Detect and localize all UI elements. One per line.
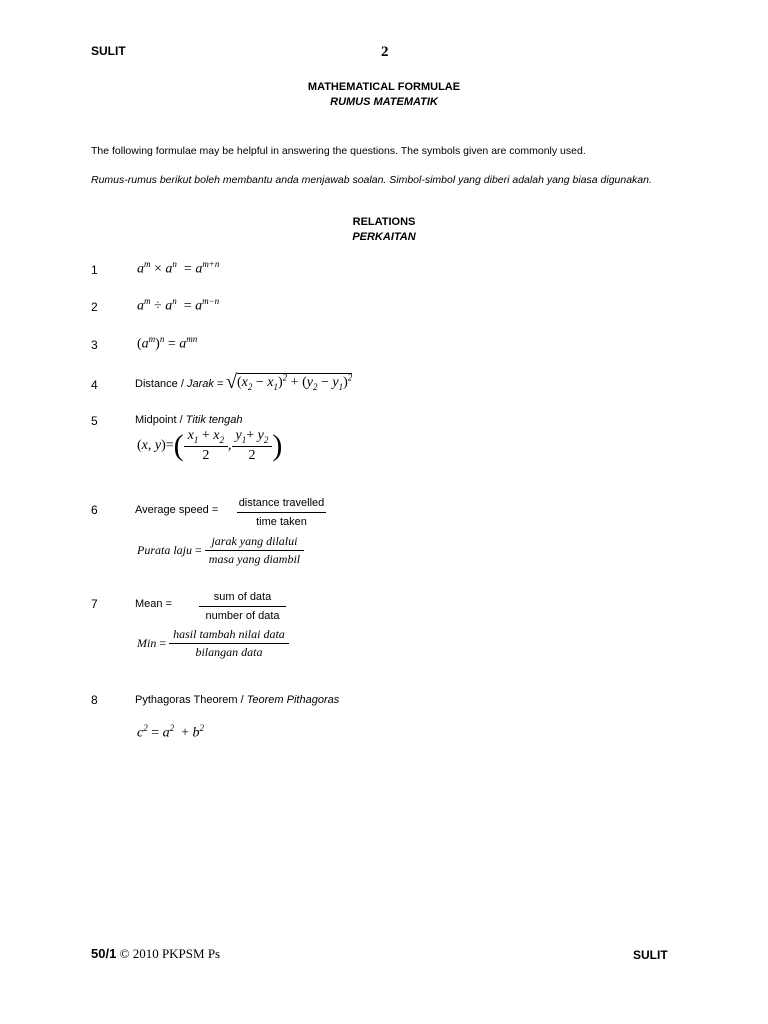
formula-2-expression: $a^m \div a^n = a^{m-n}$ — [137, 296, 220, 314]
formula-7-numerator: sum of data — [199, 591, 286, 607]
footer-sulit-label: SULIT — [633, 948, 668, 962]
formula-6-denominator: time taken — [256, 516, 307, 528]
formula-7-denominator: number of data — [205, 610, 280, 622]
page-title: MATHEMATICAL FORMULAE — [307, 81, 461, 93]
formula-8-label: Pythagoras Theorem / Teorem Pithagoras — [135, 694, 340, 706]
formula-4-label: Distance / Jarak = — [135, 378, 224, 390]
footer-copyright: © 2010 PKPSM Ps — [119, 946, 221, 961]
formula-7-malay-denominator: bilangan data — [195, 645, 263, 659]
formula-8-expression: $c^2 = a^2 + b^2$ — [137, 723, 205, 741]
formula-8-number: 8 — [91, 693, 98, 707]
formula-1-number: 1 — [91, 263, 98, 277]
formula-6-numerator: distance travelled — [237, 497, 326, 513]
formula-6-fraction — [237, 497, 326, 528]
header-sulit-label: SULIT — [91, 44, 126, 58]
page-subtitle: RUMUS MATEMATIK — [330, 96, 438, 108]
formula-6-malay: Purata laju = $\frac{\text{jarak yang dilalui}}{\text{masa yang diambil}}$ — [137, 534, 304, 567]
formula-7-fraction — [199, 591, 286, 622]
formula-6-number: 6 — [91, 503, 98, 517]
formula-5-number: 5 — [91, 414, 98, 428]
formula-2-number: 2 — [91, 300, 98, 314]
formula-4-expression: $√(x_2 - x_1)^2 + (y_2 - y_1)^2$ — [226, 371, 353, 393]
formula-7-malay-numerator: hasil tambah nilai data — [169, 627, 289, 644]
formula-7-number: 7 — [91, 597, 98, 611]
formula-1-expression: $a^m \times a^n = a^{m+n}$ — [137, 259, 220, 277]
formula-6-label: Average speed = — [135, 504, 219, 516]
formula-6-malay-label: Purata laju — [137, 543, 193, 557]
formula-7-label: Mean = — [135, 598, 172, 610]
formula-6-malay-denominator: masa yang diambil — [208, 552, 301, 566]
formula-7-malay-label: Min — [137, 636, 157, 650]
footer-paper-code: 50/1 — [91, 946, 117, 961]
formula-5-expression: (x, y)=( $\frac{x_1 + x_2}{2}$ , $\frac{y_1+ y_2}{2}$ ) — [137, 428, 283, 463]
formula-5-label: Midpoint / Titik tengah — [135, 414, 243, 426]
section-subtitle: PERKAITAN — [352, 231, 416, 243]
formula-4-number: 4 — [91, 378, 98, 392]
formula-3-number: 3 — [91, 338, 98, 352]
intro-malay: Rumus-rumus berikut boleh membantu anda menjawab soalan. Simbol-simbol yang diberi adalah yang biasa digunakan. — [91, 174, 652, 186]
formula-7-malay: Min = $\frac{\text{hasil tambah nilai data}}{\text{bilangan data}}$ — [137, 627, 289, 660]
page-number: 2 — [381, 44, 389, 60]
formula-3-expression: $(a^m)^n = a^{mn}$ — [137, 334, 198, 352]
footer-code — [91, 946, 220, 962]
intro-english: The following formulae may be helpful in answering the questions. The symbols given are commonly used. — [91, 145, 586, 157]
section-title: RELATIONS — [352, 216, 416, 228]
formula-6-malay-numerator: jarak yang dilalui — [205, 534, 304, 551]
